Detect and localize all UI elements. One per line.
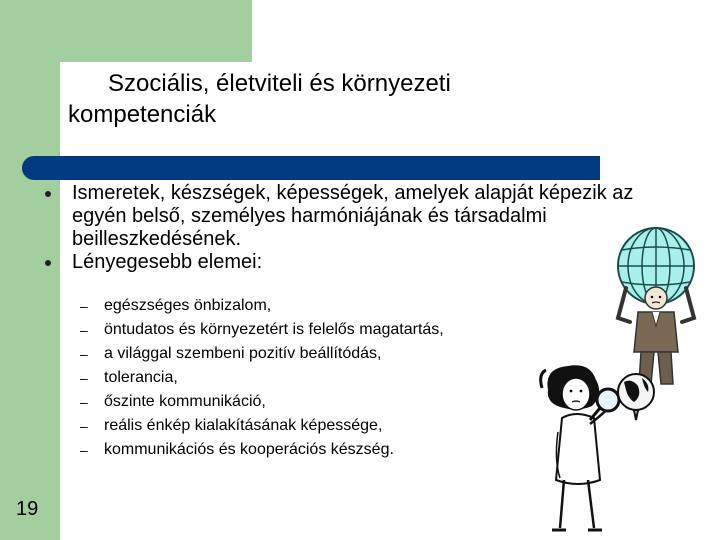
page-number: 19 (16, 498, 39, 520)
sub-bullet-text: reális énkép kialakításának képessége, (104, 417, 383, 434)
sub-bullet-item (80, 294, 444, 318)
dash-icon: – (80, 322, 88, 338)
dash-icon: – (80, 442, 88, 458)
dash-icon: – (80, 418, 88, 434)
sub-bullet-item (80, 438, 444, 462)
dash-icon: – (80, 370, 88, 386)
bullet-item (40, 182, 660, 251)
dash-icon: – (80, 346, 88, 362)
sub-bullet-item (80, 342, 444, 366)
bullet-text: Lényegesebb elemei: (72, 251, 263, 273)
dash-icon: – (80, 394, 88, 410)
bullet-list (40, 182, 660, 274)
bullet-text: Ismeretek, készségek, képességek, amelyek alapját képezik az egyén belső, személyes harmóniájának és társadalmi beilleszkedésének. (72, 182, 634, 250)
sub-bullet-item (80, 366, 444, 390)
woman-with-magnifier-illustration (538, 360, 668, 536)
sub-bullet-item (80, 318, 444, 342)
sub-bullet-item (80, 414, 444, 438)
bullet-dot-icon (45, 191, 51, 197)
sub-bullet-text: tolerancia, (104, 369, 178, 386)
sub-bullet-text: a világgal szembeni pozitív beállítódás, (104, 345, 382, 362)
sub-bullet-item (80, 390, 444, 414)
bullet-dot-icon (45, 260, 51, 266)
slide-title: Szociális, életviteli és környezeti kompetenciák (68, 70, 451, 128)
small-globe-icon (618, 374, 654, 420)
dash-icon: – (80, 298, 88, 314)
sub-bullet-text: egészséges önbizalom, (104, 297, 272, 314)
sub-bullet-list (80, 294, 444, 462)
top-green-band (0, 0, 252, 62)
sub-bullet-text: kommunikációs és kooperációs készség. (104, 441, 394, 458)
sub-bullet-text: őszinte kommunikáció, (104, 393, 266, 410)
title-underline-bar (22, 156, 600, 180)
bullet-item (40, 251, 660, 274)
sub-bullet-text: öntudatos és környezetért is felelős magatartás, (104, 321, 444, 338)
